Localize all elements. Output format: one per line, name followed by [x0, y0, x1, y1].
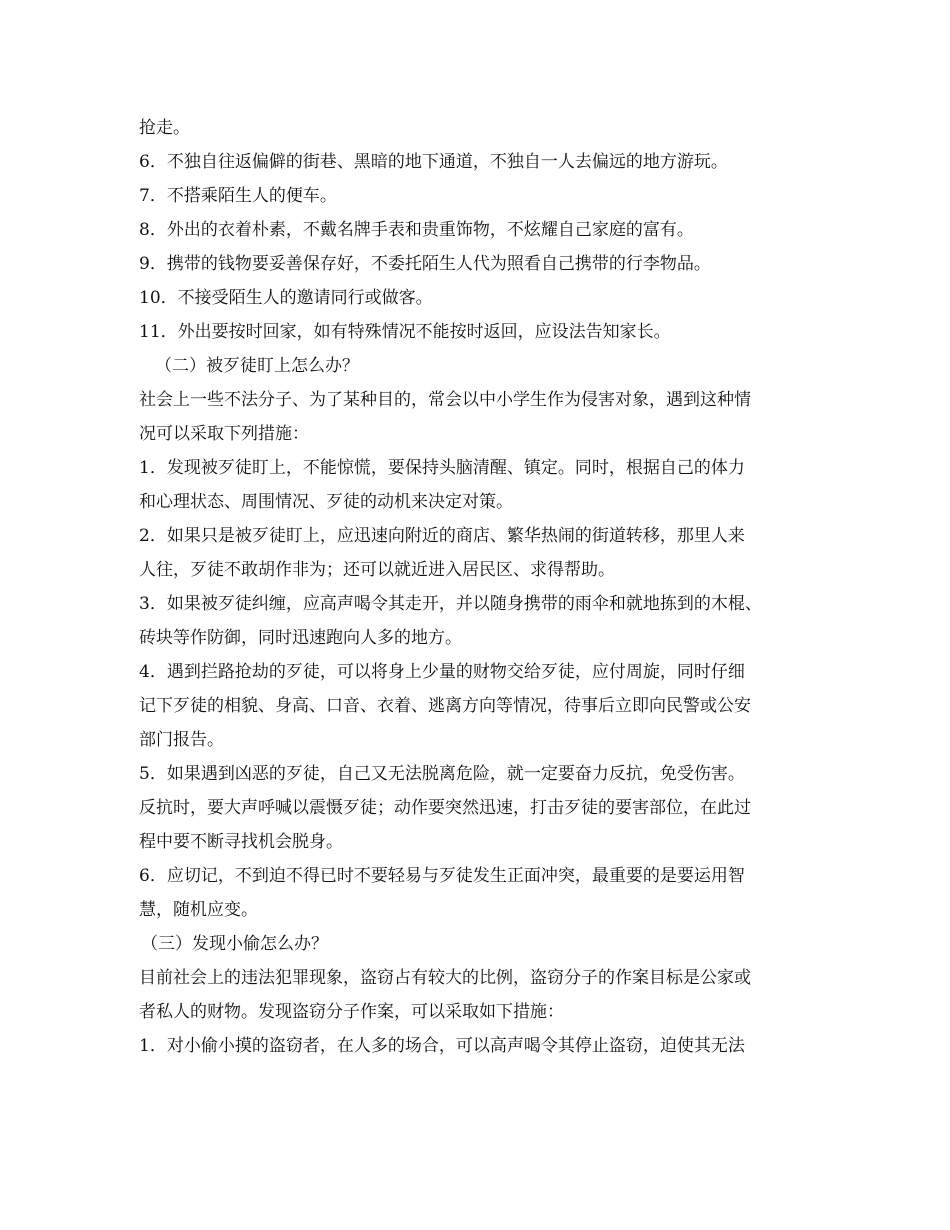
list-item-line: 10．不接受陌生人的邀请同行或做客。 — [139, 288, 433, 308]
list-item-line: 11．外出要按时回家，如有特殊情况不能按时返回，应设法告知家长。 — [139, 322, 671, 342]
list-item-line: 砖块等作防御，同时迅速跑向人多的地方。 — [139, 628, 462, 648]
list-item-line: 程中要不断寻找机会脱身。 — [139, 832, 343, 852]
paragraph-line: 况可以采取下列措施： — [139, 424, 309, 444]
list-item-line: 人往，歹徒不敢胡作非为；还可以就近进入居民区、求得帮助。 — [139, 560, 615, 580]
list-item-line: 9．携带的钱物要妥善保存好，不委托陌生人代为照看自己携带的行李物品。 — [139, 254, 711, 274]
list-item-line: 1．对小偷小摸的盗窃者，在人多的场合，可以高声喝令其停止盗窃，迫使其无法 — [139, 1036, 745, 1056]
paragraph-line: 抢走。 — [139, 118, 190, 138]
list-item-line: 记下歹徒的相貌、身高、口音、衣着、逃离方向等情况，待事后立即向民警或公安 — [139, 696, 751, 716]
list-item-line: 8．外出的衣着朴素，不戴名牌手表和贵重饰物，不炫耀自己家庭的富有。 — [139, 220, 694, 240]
list-item-line: 4．遇到拦路抢劫的歹徒，可以将身上少量的财物交给歹徒，应付周旋，同时仔细 — [139, 662, 745, 682]
section-heading: （二）被歹徒盯上怎么办？ — [155, 356, 359, 376]
list-item-line: 和心理状态、周围情况、歹徒的动机来决定对策。 — [139, 492, 513, 512]
paragraph-line: 者私人的财物。发现盗窃分子作案，可以采取如下措施： — [139, 1002, 564, 1022]
list-item-line: 1．发现被歹徒盯上，不能惊慌，要保持头脑清醒、镇定。同时，根据自己的体力 — [139, 458, 745, 478]
paragraph-line: 社会上一些不法分子、为了某种目的，常会以中小学生作为侵害对象，遇到这种情 — [139, 390, 751, 410]
list-item-line: 慧，随机应变。 — [139, 900, 258, 920]
paragraph-line: 目前社会上的违法犯罪现象，盗窃占有较大的比例，盗窃分子的作案目标是公家或 — [139, 968, 751, 988]
list-item-line: 7．不搭乘陌生人的便车。 — [139, 186, 337, 206]
document-body — [139, 111, 819, 1063]
list-item-line: 3．如果被歹徒纠缠，应高声喝令其走开，并以随身携带的雨伞和就地拣到的木棍、 — [139, 594, 762, 614]
list-item-line: 6．应切记，不到迫不得已时不要轻易与歹徒发生正面冲突，最重要的是要运用智 — [139, 866, 745, 886]
list-item-line: 5．如果遇到凶恶的歹徒，自己又无法脱离危险，就一定要奋力反抗，免受伤害。 — [139, 764, 745, 784]
list-item-line: 部门报告。 — [139, 730, 224, 750]
list-item-line: 反抗时，要大声呼喊以震慑歹徒；动作要突然迅速，打击歹徒的要害部位，在此过 — [139, 798, 751, 818]
section-heading: （三）发现小偷怎么办？ — [141, 934, 328, 954]
list-item-line: 2．如果只是被歹徒盯上，应迅速向附近的商店、繁华热闹的街道转移，那里人来 — [139, 526, 745, 546]
list-item-line: 6．不独自往返偏僻的街巷、黑暗的地下通道，不独自一人去偏远的地方游玩。 — [139, 152, 728, 172]
